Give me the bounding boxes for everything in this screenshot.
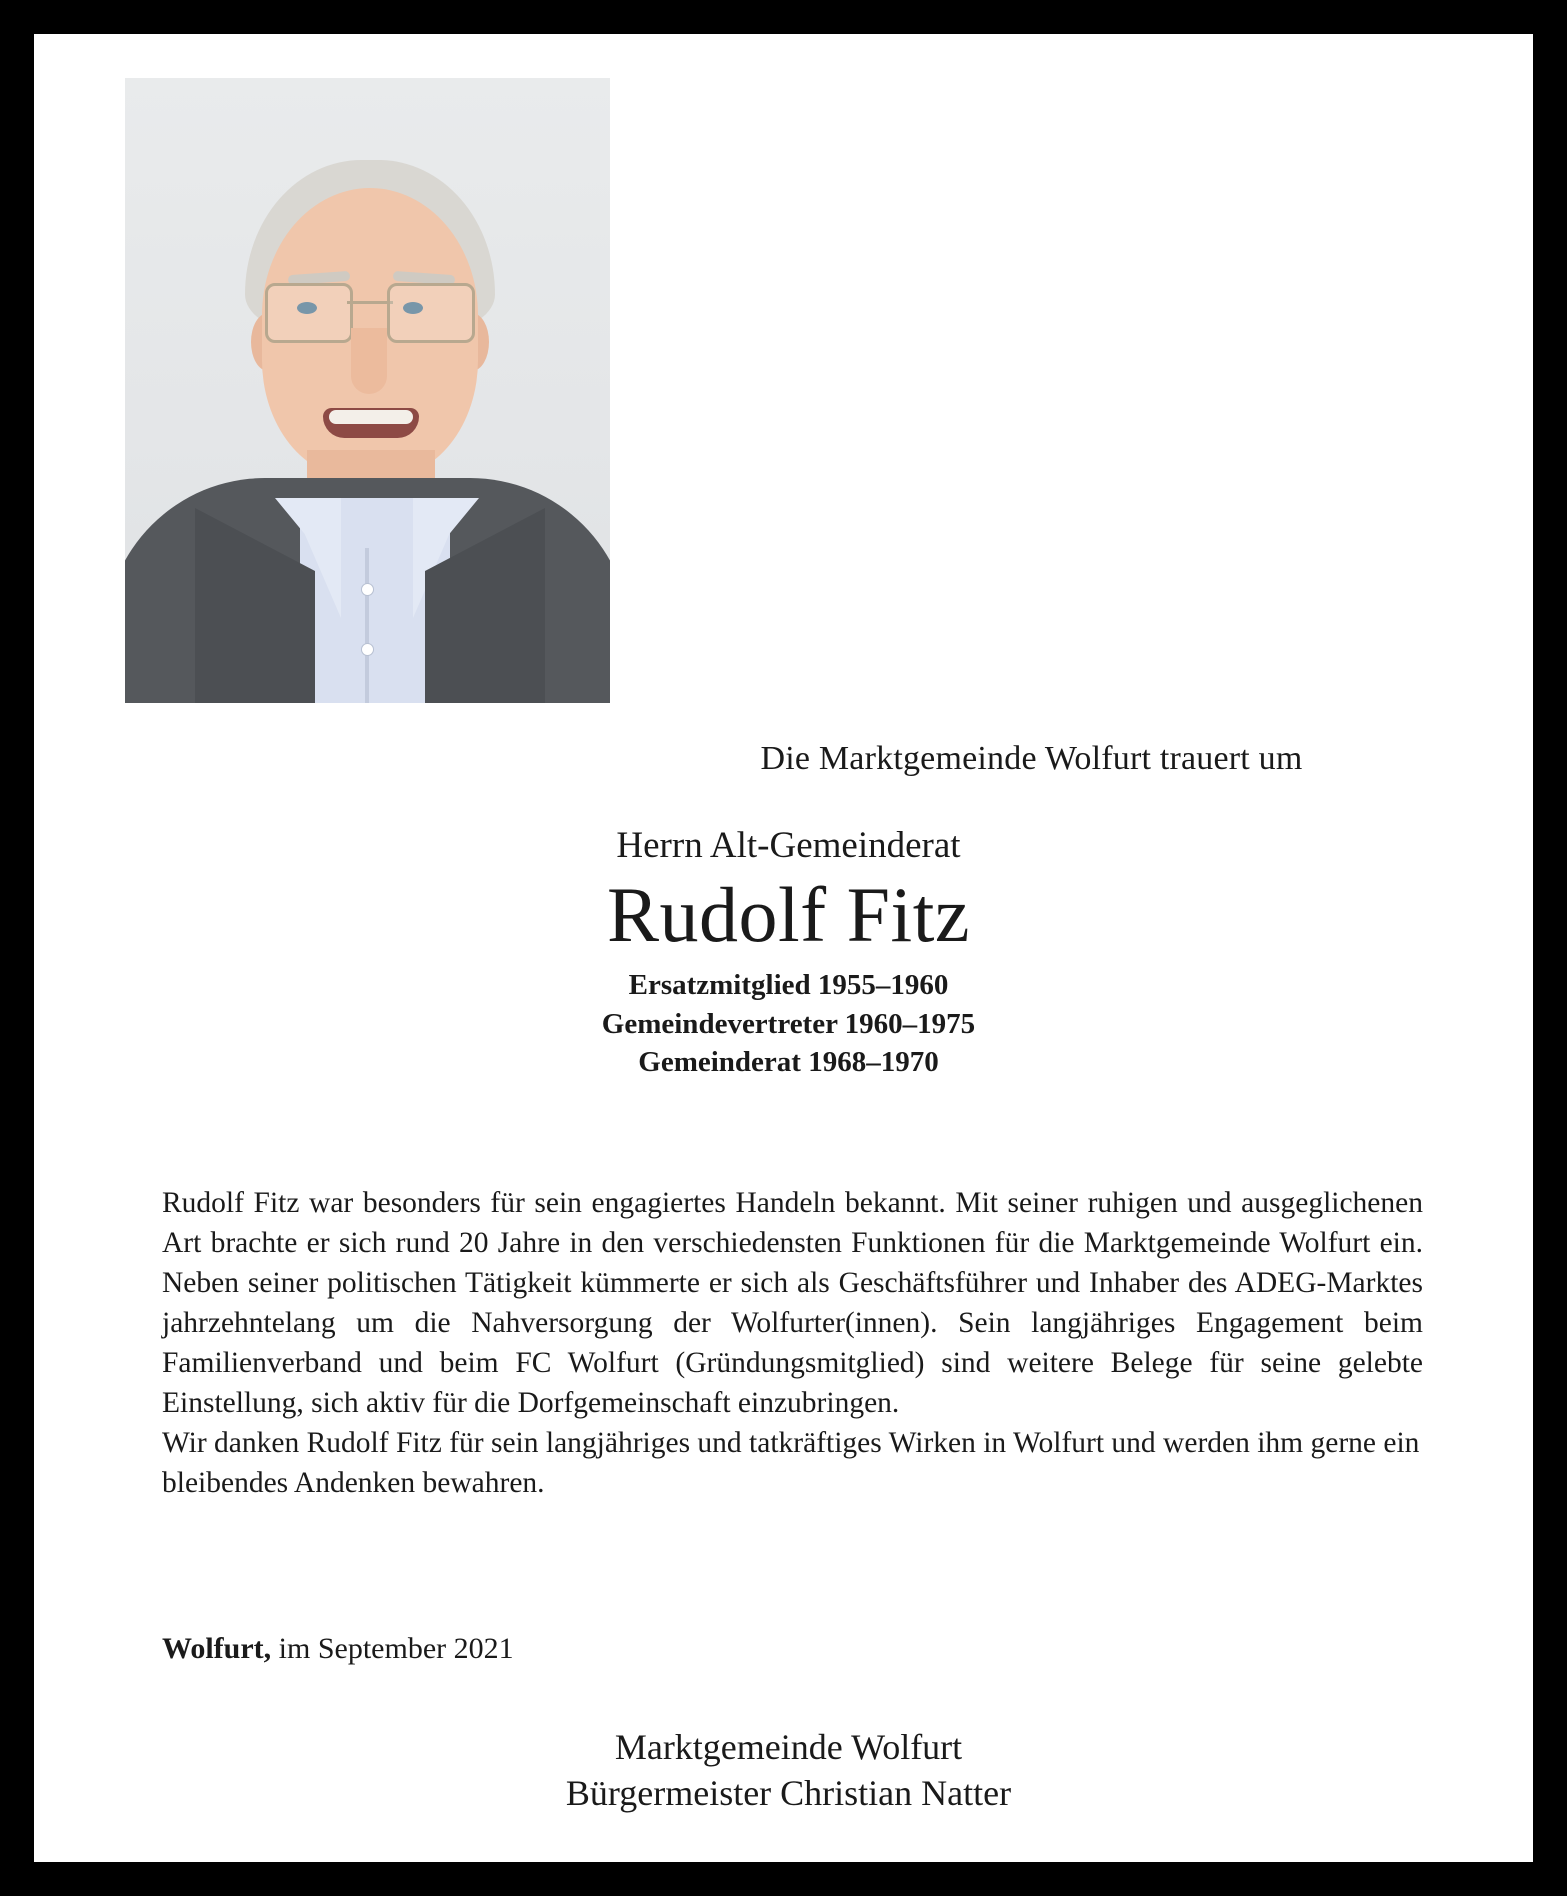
portrait-teeth — [329, 410, 413, 424]
portrait-shirt-placket — [365, 548, 369, 703]
obituary-card — [34, 34, 1533, 1862]
portrait-shirt-button — [361, 583, 374, 596]
honorific-line: Herrn Alt-Gemeinderat — [616, 825, 961, 866]
roles-list — [144, 966, 1433, 1082]
role-line: Ersatzmitglied 1955–1960 — [628, 969, 949, 1002]
date-label: im September 2021 — [271, 1632, 514, 1665]
deceased-name: Rudolf Fitz — [606, 870, 970, 958]
body-paragraph: Wir danken Rudolf Fitz für sein langjähriges und tatkräftiges Wirken in Wolfurt und werden ihm gerne ein bleibendes Andenken bewahren. — [162, 1426, 1420, 1499]
signature-block — [144, 1724, 1433, 1816]
portrait-photo — [125, 78, 610, 703]
role-line: Gemeinderat 1968–1970 — [638, 1046, 939, 1079]
body-paragraph: Rudolf Fitz war besonders für sein engagiertes Handeln bekannt. Mit seiner ruhigen und ausgeglichenen Art brachte er sich rund 20 Jahre in den verschiedensten Funktionen für die Marktgemeinde Wolfurt ein. Neben seiner politischen Tätigkeit kümmerte er sich als Geschäftsführer und Inhaber des ADEG-Marktes jahrzehntelang um die Nahversorgung der Wolfurter(innen). Sein langjähriges Engagement beim Familienverband und beim FC Wolfurt (Gründungsmitglied) sind weitere Belege für seine gelebte Einstellung, sich aktiv für die Dorfgemeinschaft einzubringen. — [162, 1187, 1423, 1419]
role-line: Gemeindevertreter 1960–1975 — [601, 1007, 976, 1040]
obituary-body — [162, 1184, 1423, 1504]
signature-mayor: Bürgermeister Christian Natter — [565, 1773, 1012, 1814]
glasses-lens-right — [387, 283, 475, 343]
glasses-lens-left — [265, 283, 353, 343]
signature-organisation: Marktgemeinde Wolfurt — [614, 1727, 963, 1767]
portrait-shirt-button — [361, 643, 374, 656]
title-block — [144, 826, 1433, 1082]
portrait-nose — [351, 328, 387, 394]
place-label: Wolfurt, — [162, 1632, 272, 1665]
intro-line: Die Marktgemeinde Wolfurt trauert um — [760, 740, 1303, 777]
place-and-date — [162, 1632, 514, 1666]
portrait-mouth — [323, 408, 419, 438]
